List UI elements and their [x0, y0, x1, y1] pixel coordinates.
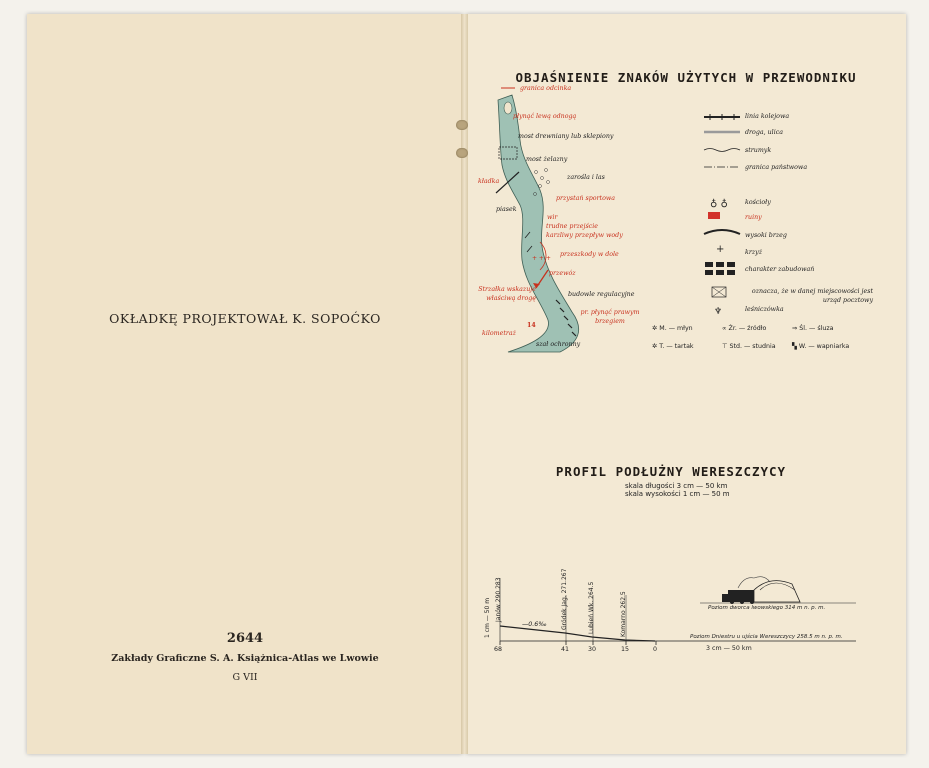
- svg-text:+ + +: + + +: [532, 255, 551, 262]
- abbrev-wapniarka: ▚ W. — wapniarka: [792, 343, 850, 350]
- label-granica-odcinka: granica odcinka: [520, 85, 572, 92]
- legend-krzyz: krzyż: [745, 249, 763, 256]
- km-tick-41: 41: [561, 646, 570, 653]
- staple: [456, 120, 468, 130]
- km-marker: 14: [527, 322, 536, 329]
- label-strzalka: Strzałka wskazuje właściwą drogę: [478, 286, 536, 302]
- label-przeszkody: przeszkody w dole: [560, 251, 619, 258]
- svg-text:♆: ♆: [714, 307, 723, 317]
- label-most-drewniany: most drewniany lub sklepiony: [518, 133, 614, 140]
- legend-strumyk: strumyk: [745, 147, 772, 154]
- profile-scale-height: skala wysokości 1 cm — 50 m: [625, 490, 730, 498]
- profile-dniestr-level: Poziom Dniestru u ujścia Wereszczycy 258.5 m n. p. m.: [690, 634, 843, 640]
- svg-text:♁ ♁: ♁ ♁: [710, 198, 728, 209]
- staple: [456, 148, 468, 158]
- label-piasek: piasek: [496, 206, 517, 213]
- legend-ruiny: ruiny: [745, 214, 762, 221]
- legend-zabudowania: charakter zabudowań: [745, 266, 815, 273]
- label-przeplyw-wody: karzliwy przepływ wody: [546, 232, 623, 239]
- abbrev-mlyn: ✲ M. — młyn: [652, 325, 693, 332]
- place-komarno: Komarno 262.5: [620, 591, 627, 637]
- profile-diagram: [0, 0, 1, 1]
- series-code: G VII: [232, 672, 258, 683]
- abbrev-studnia: ⊤ Std. — studnia: [722, 343, 776, 350]
- abbrev-tartak-text: T. — tartak: [659, 343, 694, 350]
- label-przewoz: przewóz: [549, 270, 576, 277]
- legend-koscioly: kościoły: [745, 199, 771, 206]
- profile-title: PROFIL PODŁUŻNY WERESZCZYCY: [555, 464, 787, 479]
- abbrev-zrodlo: ∝ Źr. — źródło: [722, 325, 767, 332]
- label-lewa-odnoga: płynąć lewą odnogą: [513, 113, 577, 120]
- legend-title: OBJAŚNIENIE ZNAKÓW UŻYTYCH W PRZEWODNIKU: [515, 70, 857, 85]
- label-kilometraz: kilometraż: [482, 330, 516, 337]
- label-budowle-regulacyjne: budowle regulacyjne: [568, 291, 635, 298]
- label-przystan: przystań sportowa: [556, 195, 616, 202]
- label-kladka: kładka: [478, 178, 500, 185]
- print-number: 2644: [226, 631, 264, 646]
- label-most-zelazny: most żelazny: [526, 156, 568, 163]
- label-prawym-brzegiem: pr. płynąć prawym brzegiem: [580, 309, 640, 325]
- printer-name: Zakłady Graficzne S. A. Książnica-Atlas we Lwowie: [111, 653, 379, 664]
- legend-lesniczowka: leśniczówka: [745, 306, 784, 313]
- abbrev-zrodlo-text: Źr. — źródło: [728, 325, 767, 332]
- abbrev-wapniarka-text: W. — wapniarka: [798, 343, 850, 350]
- abbrev-tartak: ✲ T. — tartak: [652, 343, 694, 350]
- km-tick-15: 15: [621, 646, 630, 653]
- abbrev-mlyn-text: M. — młyn: [659, 325, 693, 332]
- label-zarosla: zarośla i las: [567, 174, 605, 181]
- cover-designer-credit: OKŁADKĘ PROJEKTOWAŁ K. SOPOĆKO: [109, 311, 381, 326]
- label-wir: wir: [547, 214, 558, 221]
- abbrev-sluza-text: Śl. — śluza: [799, 325, 834, 332]
- profile-vertical-scale: 1 cm — 50 m: [484, 597, 491, 638]
- legend-granica: granica państwowa: [745, 164, 808, 171]
- legend-linia-kolejowa: linia kolejowa: [745, 113, 790, 120]
- legend-droga: droga, ulica: [745, 129, 783, 136]
- abbrev-studnia-text: Std. — studnia: [729, 343, 776, 350]
- profile-scale-bar: 3 cm — 50 km: [706, 645, 752, 652]
- profile-slope: —0.6‰: [522, 621, 547, 628]
- km-tick-68: 68: [494, 646, 503, 653]
- label-szal-ochronny: szał ochronny: [536, 341, 581, 348]
- km-tick-0: 0: [653, 646, 658, 653]
- abbrev-sluza: ⇒ Śl. — śluza: [792, 325, 834, 332]
- profile-dworzec-level: Poziom dworca lwowskiego 314 m n. p. m.: [708, 605, 826, 611]
- place-janow: Janów 290.283: [495, 577, 502, 622]
- place-grodek: Gródek Jag. 271.267: [561, 568, 568, 630]
- right-page: [466, 14, 906, 754]
- legend-urzad-pocztowy: oznacza, że w danej miejscowości jest urząd pocztowy: [751, 288, 873, 304]
- legend-wysoki-brzeg: wysoki brzeg: [745, 232, 787, 239]
- profile-scale-length: skala długości 3 cm — 50 km: [625, 482, 728, 490]
- svg-text:+: +: [716, 244, 725, 255]
- km-tick-30: 30: [588, 646, 597, 653]
- place-lubien: Lubień Wk. 264.5: [588, 581, 595, 634]
- label-trudne-przejscie: trudne przejście: [546, 223, 598, 230]
